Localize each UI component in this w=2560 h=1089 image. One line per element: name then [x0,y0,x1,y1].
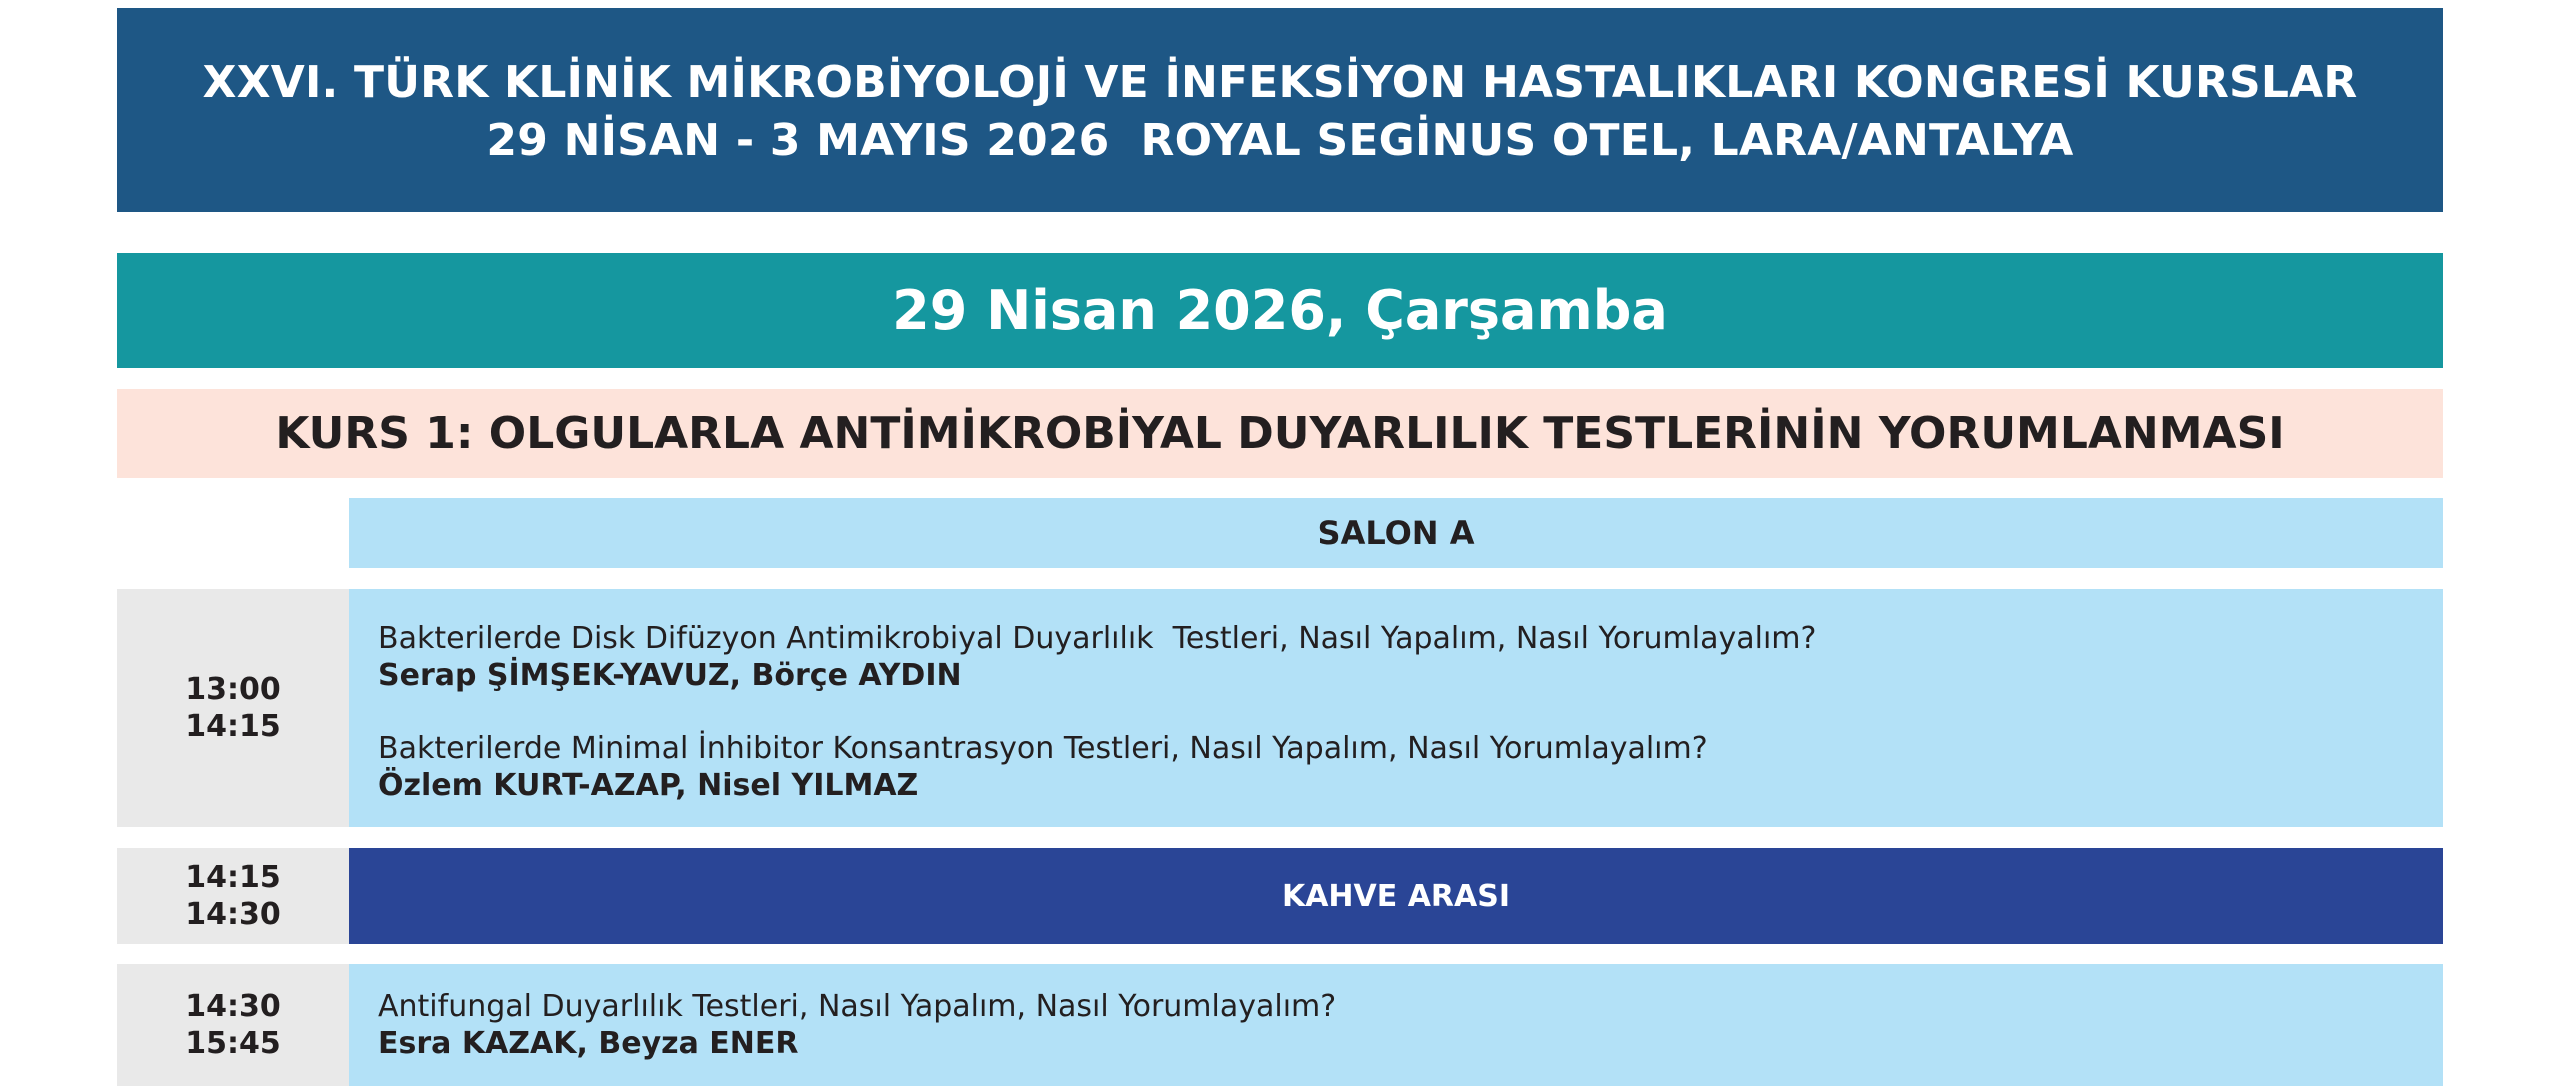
congress-title: XXVI. TÜRK KLİNİK MİKROBİYOLOJİ VE İNFEKSİYON HASTALIKLARI KONGRESİ KURSLAR [202,57,2358,108]
talk-title: Bakterilerde Minimal İnhibitor Konsantrasyon Testleri, Nasıl Yapalım, Nasıl Yorumlayalım? [378,731,1708,766]
session-1-content [349,589,2443,827]
break-end-time: 14:30 [185,897,281,932]
break-time [117,848,349,944]
coffee-break: KAHVE ARASI [349,848,2443,944]
congress-header [117,8,2443,212]
salon-label: SALON A [349,498,2443,568]
talk-speakers: Özlem KURT-AZAP, Nisel YILMAZ [378,768,919,803]
session-1-time [117,589,349,827]
course-title: KURS 1: OLGULARLA ANTİMİKROBİYAL DUYARLILIK TESTLERİNİN YORUMLANMASI [117,389,2443,478]
talk-title: Antifungal Duyarlılık Testleri, Nasıl Yapalım, Nasıl Yorumlayalım? [378,989,1337,1024]
day-heading: 29 Nisan 2026, Çarşamba [117,253,2443,368]
break-start-time: 14:15 [185,860,281,895]
congress-dates-venue: 29 NİSAN - 3 MAYIS 2026 ROYAL SEGİNUS OTEL, LARA/ANTALYA [486,115,2074,166]
session-1-end-time: 14:15 [185,709,281,744]
talk-title: Bakterilerde Disk Difüzyon Antimikrobiyal Duyarlılık Testleri, Nasıl Yapalım, Nasıl Yorumlayalım? [378,621,1817,656]
session-3-start-time: 14:30 [185,989,281,1024]
talk-speakers: Esra KAZAK, Beyza ENER [378,1026,799,1061]
talk-speakers: Serap ŞİMŞEK-YAVUZ, Börçe AYDIN [378,658,962,693]
session-3-end-time: 15:45 [185,1026,281,1061]
session-3-time [117,964,349,1086]
session-3-content [349,964,2443,1086]
session-1-start-time: 13:00 [185,672,281,707]
